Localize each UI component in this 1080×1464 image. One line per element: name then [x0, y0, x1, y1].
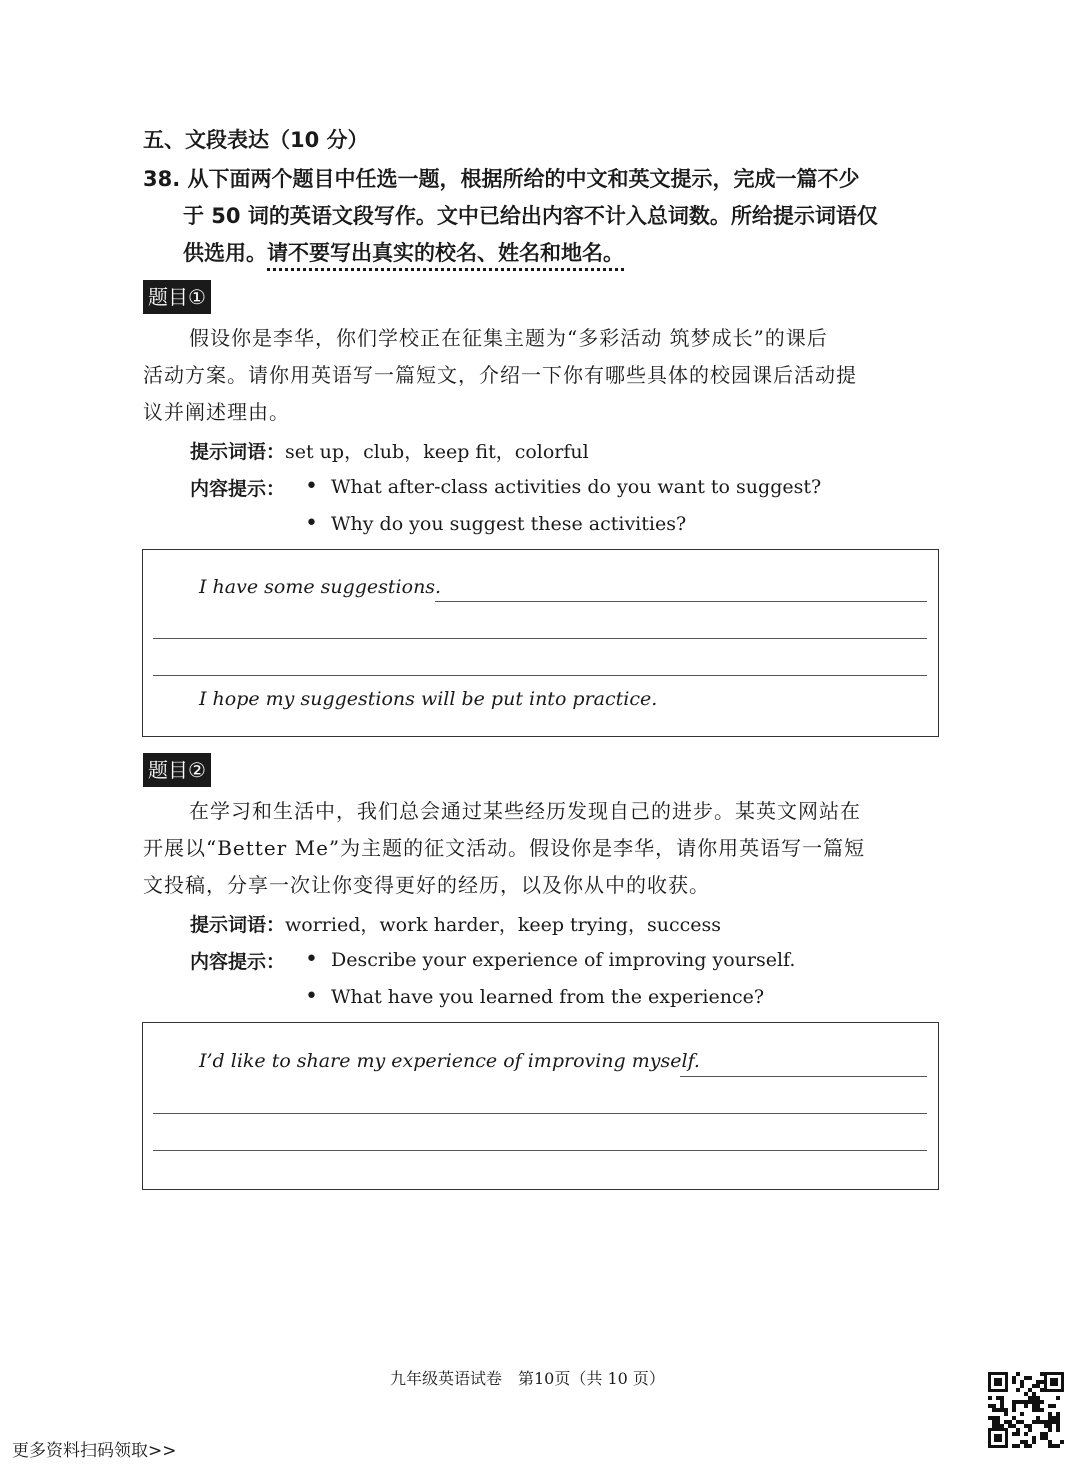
answer-line[interactable]	[153, 638, 927, 639]
qr-module	[1012, 1408, 1016, 1412]
answer-line[interactable]	[153, 1113, 927, 1114]
qr-module	[1024, 1392, 1028, 1396]
topic-2-para-line: 在学习和生活中，我们总会通过某些经历发现自己的进步。某英文网站在	[189, 799, 861, 823]
qr-module	[1020, 1380, 1024, 1384]
qr-module	[1040, 1432, 1044, 1436]
topic-1-hint-words	[190, 437, 589, 464]
qr-module	[1024, 1376, 1028, 1380]
answer-line[interactable]	[153, 675, 927, 676]
qr-module	[1012, 1432, 1016, 1436]
qr-module	[996, 1408, 1000, 1412]
topic-2-para-line: 文投稿，分享一次让你变得更好的经历，以及你从中的收获。	[143, 873, 710, 897]
qr-module	[992, 1424, 996, 1428]
topic-2-content-hints	[190, 947, 285, 974]
qr-module	[1004, 1412, 1008, 1416]
qr-module	[1052, 1416, 1056, 1420]
qr-module	[1040, 1400, 1044, 1404]
topic-2-box-start: I’d like to share my experience of improving myself.	[199, 1050, 700, 1072]
qr-module	[1016, 1432, 1020, 1436]
qr-module	[988, 1396, 992, 1400]
answer-line[interactable]	[435, 601, 927, 602]
question-line-1: 38. 从下面两个题目中任选一题，根据所给的中文和英文提示，完成一篇不少	[143, 167, 860, 191]
hint-words: set up，club，keep fit，colorful	[285, 441, 589, 463]
qr-module	[1012, 1380, 1016, 1384]
qr-module	[1044, 1436, 1048, 1440]
qr-module	[1052, 1420, 1056, 1424]
topic-1-box-end: I hope my suggestions will be put into practice.	[199, 688, 658, 710]
topic-1-para-line: 议并阐述理由。	[143, 400, 290, 424]
qr-module	[1044, 1432, 1048, 1436]
qr-module	[992, 1408, 996, 1412]
qr-module	[1032, 1436, 1036, 1440]
qr-module	[1036, 1420, 1040, 1424]
qr-module	[1048, 1416, 1052, 1420]
qr-module	[1016, 1388, 1020, 1392]
topic-1-bullet-1: • What after-class activities do you want to suggest?	[305, 474, 821, 499]
qr-module	[1040, 1380, 1044, 1384]
topic-1-para-line: 活动方案。请你用英语写一篇短文，介绍一下你有哪些具体的校园课后活动提	[143, 363, 857, 387]
qr-module	[1056, 1416, 1060, 1420]
qr-module	[1016, 1400, 1020, 1404]
qr-code-icon[interactable]	[986, 1370, 1066, 1450]
qr-module	[1004, 1420, 1008, 1424]
qr-module	[1028, 1396, 1032, 1400]
qr-module	[1048, 1428, 1052, 1432]
qr-module	[1032, 1440, 1036, 1444]
qr-module	[1036, 1404, 1040, 1408]
qr-module	[1048, 1440, 1052, 1444]
topic-2-description	[143, 793, 943, 904]
qr-module	[1052, 1444, 1056, 1448]
qr-module	[1032, 1420, 1036, 1424]
qr-module	[1020, 1420, 1024, 1424]
qr-module	[1040, 1388, 1044, 1392]
qr-module	[1020, 1412, 1024, 1416]
qr-module	[1028, 1376, 1032, 1380]
qr-module	[1012, 1404, 1016, 1408]
qr-module	[1048, 1424, 1052, 1428]
qr-module	[1004, 1408, 1008, 1412]
qr-module	[1016, 1428, 1020, 1432]
qr-module	[1024, 1424, 1028, 1428]
qr-module	[1024, 1444, 1028, 1448]
qr-module	[1056, 1396, 1060, 1400]
qr-module	[996, 1420, 1000, 1424]
qr-module	[1000, 1408, 1004, 1412]
qr-module	[1024, 1432, 1028, 1436]
qr-module	[1040, 1372, 1044, 1376]
page-footer: 九年级英语试卷 第10页（共 10 页）	[390, 1369, 665, 1388]
topic-1-label: 题目①	[143, 280, 211, 314]
topic-1-description	[143, 320, 943, 431]
question-line-3	[183, 237, 624, 267]
qr-module	[1040, 1436, 1044, 1440]
hint-words-label: 提示词语：	[190, 914, 286, 936]
qr-module	[1016, 1444, 1020, 1448]
topic-2-bullet-1: • Describe your experience of improving yourself.	[305, 947, 795, 972]
qr-module	[1008, 1424, 1012, 1428]
qr-module	[1048, 1404, 1052, 1408]
scan-qr-note[interactable]: 更多资料扫码领取>>	[12, 1441, 177, 1461]
qr-module	[1044, 1420, 1048, 1424]
qr-module	[1044, 1424, 1048, 1428]
qr-module	[996, 1424, 1000, 1428]
qr-module	[1036, 1384, 1040, 1388]
qr-module	[1028, 1400, 1032, 1404]
qr-module	[1056, 1424, 1060, 1428]
hint-words: worried，work harder，keep trying，success	[285, 914, 721, 936]
qr-module	[1028, 1388, 1032, 1392]
qr-module	[1028, 1428, 1032, 1432]
qr-module	[1020, 1384, 1024, 1388]
topic-2-writing-box	[142, 1022, 939, 1190]
qr-module	[1028, 1444, 1032, 1448]
qr-module	[1008, 1420, 1012, 1424]
qr-module	[1036, 1416, 1040, 1420]
qr-module	[1052, 1404, 1056, 1408]
qr-module	[1000, 1396, 1004, 1400]
qr-module	[1036, 1380, 1040, 1384]
qr-module	[1040, 1408, 1044, 1412]
qr-module	[1020, 1440, 1024, 1444]
qr-module	[1032, 1400, 1036, 1404]
topic-1-writing-box	[142, 549, 939, 737]
qr-module	[988, 1404, 992, 1408]
qr-module	[1056, 1412, 1060, 1416]
qr-module	[1024, 1400, 1028, 1404]
qr-module	[1000, 1404, 1004, 1408]
topic-2-bullet-2: • What have you learned from the experience?	[305, 984, 764, 1009]
content-hint-label: 内容提示：	[190, 478, 286, 500]
qr-code-graphic	[986, 1370, 1066, 1450]
content-hint-label: 内容提示：	[190, 951, 286, 973]
answer-line[interactable]	[680, 1076, 927, 1077]
qr-module	[1012, 1376, 1016, 1380]
topic-1-bullet-2: • Why do you suggest these activities?	[305, 511, 686, 536]
topic-1-box-start: I have some suggestions.	[199, 576, 442, 598]
qr-module	[1036, 1408, 1040, 1412]
qr-module	[1056, 1420, 1060, 1424]
topic-2-hint-words	[190, 910, 721, 937]
qr-module	[1048, 1444, 1052, 1448]
qr-module	[1040, 1420, 1044, 1424]
qr-module	[996, 1416, 1000, 1420]
answer-line[interactable]	[153, 1150, 927, 1151]
qr-module	[1036, 1396, 1040, 1400]
qr-module	[1056, 1444, 1060, 1448]
question-line-2: 于 50 词的英语文段写作。文中已给出内容不计入总词数。所给提示词语仅	[183, 204, 878, 228]
qr-module	[1024, 1404, 1028, 1408]
topic-1-para-line: 假设你是李华，你们学校正在征集主题为“多彩活动 筑梦成长”的课后	[189, 326, 828, 350]
qr-module	[1032, 1396, 1036, 1400]
qr-module	[1036, 1400, 1040, 1404]
qr-module	[1012, 1444, 1016, 1448]
qr-module	[1000, 1424, 1004, 1428]
qr-module	[1032, 1384, 1036, 1388]
qr-module	[1028, 1424, 1032, 1428]
qr-module	[996, 1396, 1000, 1400]
topic-2-para-line: 开展以“Better Me”为主题的征文活动。假设你是李华，请你用英语写一篇短	[143, 836, 866, 860]
qr-module	[1032, 1404, 1036, 1408]
qr-module	[1012, 1424, 1016, 1428]
hint-words-label: 提示词语：	[190, 441, 286, 463]
qr-module	[1012, 1400, 1016, 1404]
qr-module	[1024, 1440, 1028, 1444]
qr-module	[1016, 1372, 1020, 1376]
qr-module	[988, 1416, 992, 1420]
qr-module	[992, 1416, 996, 1420]
topic-2-label: 题目②	[143, 753, 211, 787]
emphasis-note: 请不要写出真实的校名、姓名和地名。	[267, 241, 624, 265]
qr-module	[1000, 1400, 1004, 1404]
qr-module	[992, 1420, 996, 1424]
section-title: 五、文段表达（10 分）	[143, 128, 369, 152]
qr-module	[1032, 1408, 1036, 1412]
question-line-3-text: 供选用。	[183, 241, 267, 265]
qr-module	[1016, 1420, 1020, 1424]
qr-module	[1020, 1400, 1024, 1404]
qr-module	[1048, 1412, 1052, 1416]
qr-module	[1056, 1428, 1060, 1432]
qr-module	[992, 1404, 996, 1408]
qr-module	[1048, 1420, 1052, 1424]
qr-module	[1060, 1440, 1064, 1444]
topic-1-content-hints	[190, 474, 285, 501]
qr-module	[1012, 1416, 1016, 1420]
qr-module	[1032, 1392, 1036, 1396]
